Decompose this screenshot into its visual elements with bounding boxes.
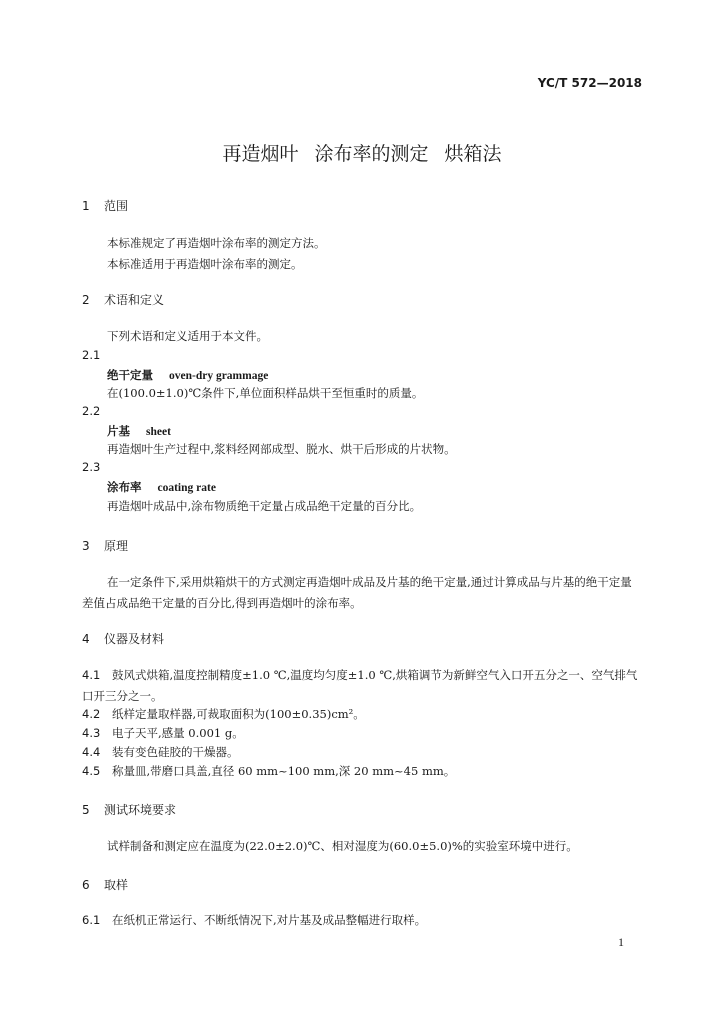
item-text: 电子天平,感量 0.001 g。 [112,726,244,740]
principle-paragraph: 在一定条件下,采用烘箱烘干的方式测定再造烟叶成品及片基的绝干定量,通过计算成品与片基的绝干定量差值占成品绝干定量的百分比,得到再造烟叶的涂布率。 [82,575,632,610]
section-3-heading [82,537,128,554]
scope-paragraph-1: 本标准规定了再造烟叶涂布率的测定方法。 [107,236,326,250]
item-number: 4.3 [82,726,101,740]
term-definition: 再造烟叶成品中,涂布物质绝干定量占成品绝干定量的百分比。 [107,499,422,513]
item-text: 纸样定量取样器,可裁取面积为(100±0.35)cm²。 [112,707,365,721]
item-4-1 [82,665,642,707]
term-definition: 在(100.0±1.0)℃条件下,单位面积样品烘干至恒重时的质量。 [107,386,424,400]
term-3 [107,479,216,495]
term-zh: 涂布率 [107,480,142,494]
item-4-2 [82,706,365,722]
term-number: 2.2 [82,404,101,418]
section-5-heading [82,801,176,818]
section-title: 术语和定义 [104,293,165,307]
item-number: 4.4 [82,745,101,759]
section-number: 1 [82,199,90,213]
section-title: 范围 [104,199,129,213]
item-number: 4.5 [82,764,101,778]
item-text: 装有变色硅胶的干燥器。 [112,745,239,759]
item-number: 4.1 [82,668,101,682]
term-number: 2.3 [82,460,101,474]
page-number: 1 [618,935,624,949]
term-zh: 片基 [107,424,130,438]
term-en: sheet [146,426,171,438]
item-number: 4.2 [82,707,101,721]
section-number: 3 [82,539,90,553]
item-4-4 [82,744,239,760]
section-number: 5 [82,803,90,817]
section-number: 6 [82,878,90,892]
term-en: oven-dry grammage [169,370,269,382]
section-title: 原理 [104,539,129,553]
term-en: coating rate [157,482,216,494]
scope-paragraph-2: 本标准适用于再造烟叶涂布率的测定。 [107,257,303,271]
section-number: 4 [82,632,90,646]
item-text: 在纸机正常运行、不断纸情况下,对片基及成品整幅进行取样。 [112,913,427,927]
section-4-heading [82,630,164,647]
item-6-1 [82,912,426,928]
section-title: 测试环境要求 [104,803,177,817]
section-1-heading [82,197,128,214]
item-text: 称量皿,带磨口具盖,直径 60 mm~100 mm,深 20 mm~45 mm。 [112,764,456,778]
section-6-heading [82,876,128,893]
title-part-3: 烘箱法 [444,143,502,165]
item-text: 鼓风式烘箱,温度控制精度±1.0 ℃,温度均匀度±1.0 ℃,烘箱调节为新鲜空气入口开五分之一、空气排气口开三分之一。 [82,668,638,703]
term-2 [107,423,171,439]
item-4-5 [82,763,455,779]
document-title [0,139,724,166]
section-number: 2 [82,293,90,307]
title-part-2: 涂布率的测定 [314,143,429,165]
item-number: 6.1 [82,913,101,927]
term-zh: 绝干定量 [107,368,153,382]
term-definition: 再造烟叶生产过程中,浆料经网部成型、脱水、烘干后形成的片状物。 [107,442,456,456]
standard-code: YC/T 572—2018 [537,76,642,90]
section-title: 取样 [104,878,129,892]
item-4-3 [82,725,244,741]
term-number: 2.1 [82,348,101,362]
terms-intro: 下列术语和定义适用于本文件。 [107,329,268,343]
term-1 [107,367,268,383]
title-part-1: 再造烟叶 [222,143,299,165]
section-title: 仪器及材料 [104,632,165,646]
environment-paragraph: 试样制备和测定应在温度为(22.0±2.0)℃、相对湿度为(60.0±5.0)%的实验室环境中进行。 [107,839,578,853]
section-2-heading [82,291,164,308]
